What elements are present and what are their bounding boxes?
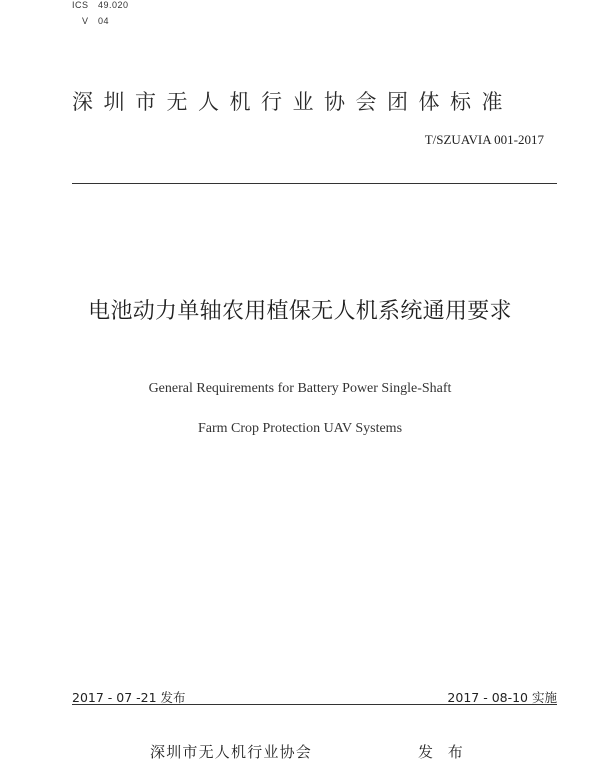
header-divider [72,183,557,184]
ics-label: ICS [72,0,89,10]
publisher-name: 深圳市无人机行业协会 [150,743,313,761]
document-title-english-line-2: Farm Crop Protection UAV Systems [197,421,403,436]
publish-label: 发 布 [418,743,468,761]
ccs-code: 04 [98,16,110,26]
document-title-chinese: 电池动力单轴农用植保无人机系统通用要求 [88,299,512,324]
release-date: 2017 - 07 -21 发布 [72,690,186,705]
ccs-classification [82,16,109,26]
ccs-label: V [82,16,89,26]
implementation-date: 2017 - 08-10 实施 [447,690,557,705]
footer-divider [72,704,557,705]
document-title-english-line-1: General Requirements for Battery Power Single-Shaft [148,381,452,396]
organization-standard-heading: 深圳市无人机行业协会团体标准 [72,90,513,114]
standard-number: T/SZUAVIA 001-2017 [424,132,544,147]
ics-classification [72,0,129,10]
ics-code: 49.020 [98,0,129,10]
